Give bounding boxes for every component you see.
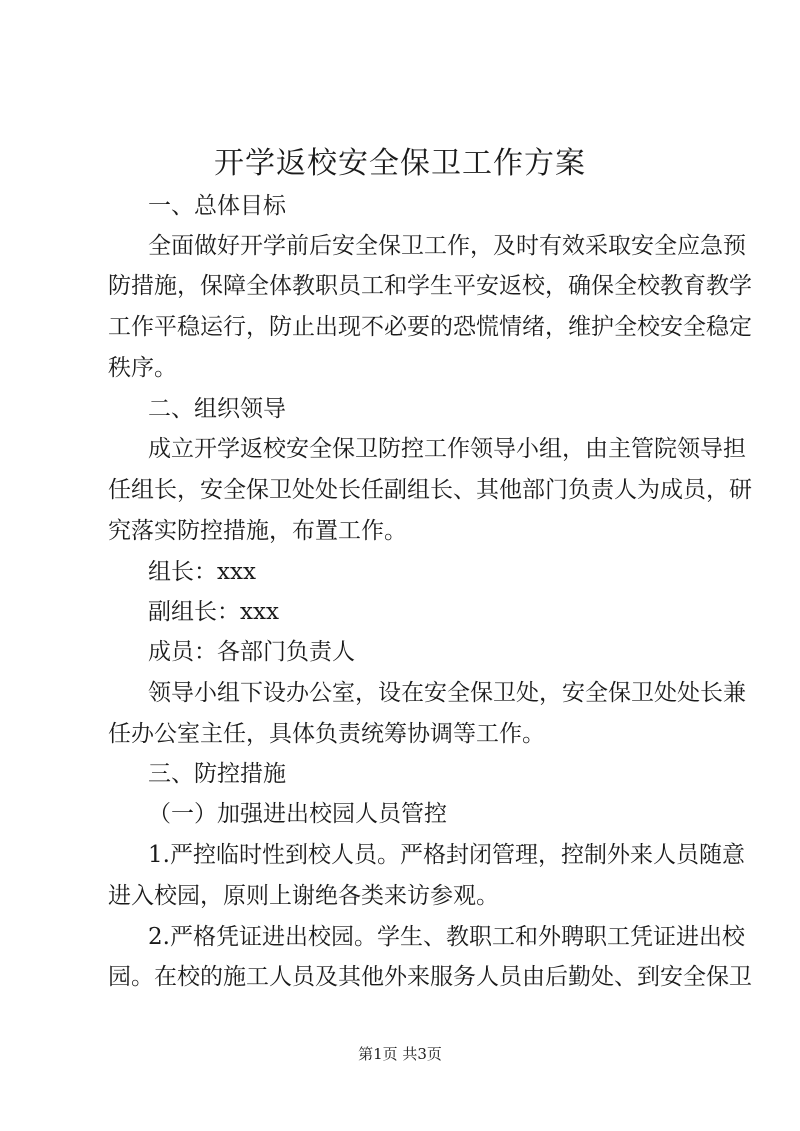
paragraph-line: 究落实防控措施，布置工作。: [108, 518, 407, 544]
paragraph-line: 领导小组下设办公室，设在安全保卫处，安全保卫处处长兼: [148, 680, 746, 706]
paragraph-line: 工作平稳运行，防止出现不必要的恐慌情绪，维护全校安全稳定: [108, 314, 752, 340]
paragraph-line: 园。在校的施工人员及其他外来服务人员由后勤处、到安全保卫: [108, 964, 752, 990]
paragraph-line: 成立开学返校安全保卫防控工作领导小组，由主管院领导担: [148, 436, 746, 462]
paragraph-line: 秩序。: [108, 355, 177, 381]
paragraph-line: 任办公室主任，具体负责统筹协调等工作。: [108, 721, 545, 747]
paragraph-line: 进入校园，原则上谢绝各类来访参观。: [108, 883, 499, 909]
page-footer: 第1页 共3页: [358, 1045, 442, 1063]
paragraph-line: 1.严控临时性到校人员。严格封闭管理，控制外来人员随意: [148, 842, 745, 868]
leader-line: 组长：xxx: [148, 559, 256, 585]
subheading-campus-access: （一）加强进出校园人员管控: [148, 801, 447, 827]
document-title: 开学返校安全保卫工作方案: [214, 146, 586, 181]
paragraph-line: 2.严格凭证进出校园。学生、教职工和外聘职工凭证进出校: [148, 924, 745, 950]
paragraph-line: 全面做好开学前后安全保卫工作，及时有效采取安全应急预: [148, 233, 746, 259]
deputy-leader-line: 副组长：xxx: [148, 599, 279, 625]
heading-overall-goal: 一、总体目标: [148, 193, 286, 219]
heading-organization: 二、组织领导: [148, 396, 286, 422]
paragraph-line: 任组长，安全保卫处处长任副组长、其他部门负责人为成员，研: [108, 477, 752, 503]
paragraph-line: 防措施，保障全体教职员工和学生平安返校，确保全校教育教学: [108, 273, 752, 299]
heading-prevention-measures: 三、防控措施: [148, 761, 286, 787]
members-line: 成员：各部门负责人: [148, 639, 355, 665]
